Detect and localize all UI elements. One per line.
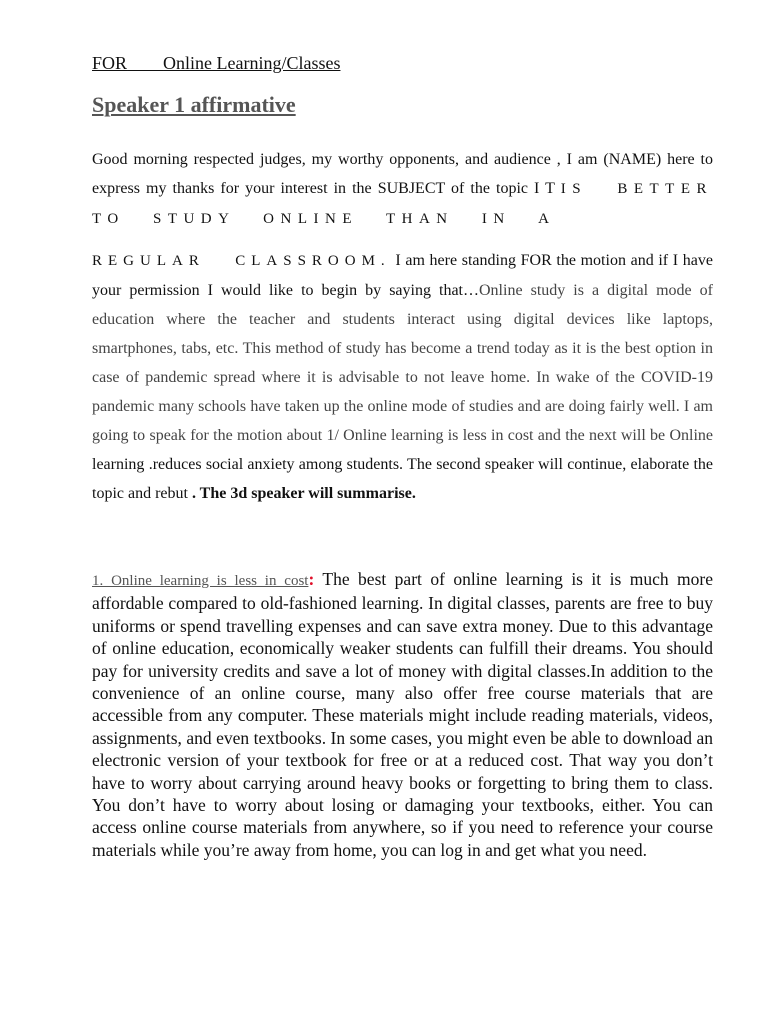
intro-summary: . The 3d speaker will summarise. xyxy=(191,485,416,502)
point-1-heading: 1. Online learning is less in cost xyxy=(92,573,309,589)
intro-permission: I am here standing FOR the motion and if I have your permission I would like to begin by saying that… xyxy=(92,252,713,299)
intro-definition: Online study is a digital mode of education where the teacher and students interact using digital devices like laptops, smartphones, tabs, etc. This method of study has become a trend today as it is the best option in case of pandemic spread where it is advisable to not leave home. In wake of the COVID-19 pandemic many schools have taken up the online mode of studies and are doing fairly well. I am going to speak for the motion about 1/ Online learning is less in cost and the next will be Online xyxy=(92,282,714,444)
point-1-colon: : xyxy=(308,569,315,589)
topic-label: Online Learning/Classes xyxy=(163,53,341,73)
intro-greeting: Good morning respected judges, my worthy opponents, and audience , I am (NAME) here to express my thanks for your interest in the SUBJECT of the topic I T xyxy=(92,151,713,197)
speaker-title: Speaker 1 affirmative xyxy=(92,92,296,117)
point-1-body: The best part of online learning is it is much more affordable compared to old-fashioned learning. In digital classes, parents are free to buy uniforms or spend travelling expenses and can save extra money. Due to this advantage of online education, economically weaker students can fulfill their dreams. You should pay for university credits and save a lot of money with digital classes.In addition to the convenience of an online course, many also offer free course materials that are accessible from any computer. These materials might include reading materials, videos, assignments, and even textbooks. In some cases, you might even be able to download an electronic version of your textbook for free or at a reduced cost. That way you don’t have to worry about carrying around heavy books or forgetting to bring them to class. You don’t have to worry about losing or damaging your textbooks, either. You can access online course materials from anywhere, so if you need to reference your course materials while you’re away from home, you can log in and get what you need. xyxy=(92,569,713,860)
document-header xyxy=(92,52,340,74)
for-label: FOR xyxy=(92,53,128,73)
intro-outline: learning .reduces social anxiety among students. The second speaker will continue, elaborate the topic and rebut xyxy=(92,456,713,502)
intro-paragraph xyxy=(92,145,713,508)
motion-text-line2: REGULAR CLASSROOM. xyxy=(92,253,391,269)
motion-text-line1: IS BETTER TO STUDY ONLINE THAN IN A xyxy=(92,181,714,227)
point-1-paragraph xyxy=(92,568,713,861)
